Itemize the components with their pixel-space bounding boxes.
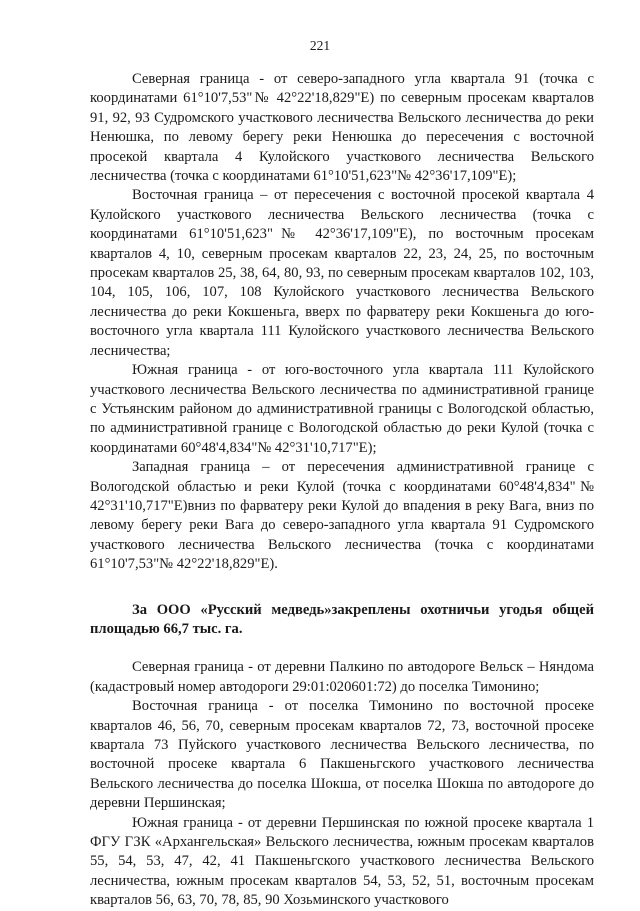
north-border-paragraph: Северная граница - от северо-западного угла квартала 91 (точка с координатами 61°10'7,53"№ 42°22'18,829"Е) по северным просекам кварталов 91, 92, 93 Судромского участкового лесничества Вельского лесничества до реки Ненюшка, по левому берегу реки Ненюшка до пересечения с восточной просекой квартала 4 Кулойского участкового лесничества Вельского лесничества (точка с координатами 61°10'51,623"№ 42°36'17,109"Е); [90,71,594,185]
south-border-paragraph: Южная граница - от юго-восточного угла квартала 111 Кулойского участкового лесничества Вельского лесничества по административной границе с Устьянским районом до административной границы с Вологодской областью, по административной границе с Вологодской областью до реки Кулой (точка с координатами 60°48'4,834"№ 42°31'10,717"Е); [90,362,594,456]
east-border-paragraph-2: Восточная граница - от поселка Тимонино по восточной просеке кварталов 46, 56, 70, северным просекам кварталов 72, 73, восточной просеке квартала 73 Пуйского участкового лесничества Вельского лесничества, по восточной просеке квартала 6 Пакшеньгского участкового лесничества Вельского лесничества до поселка Шокша, от поселка Шокша по автодороге до деревни Першинская; [90,698,594,812]
south-border-paragraph-2: Южная граница - от деревни Першинская по южной просеке квартала 1 ФГУ ГЗК «Архангельская» Вельского лесничества, южным просекам кварталов 55, 54, 53, 47, 42, 41 Пакшеньгского участкового лесничества Вельского лесничества, южным просекам кварталов 54, 53, 52, 51, восточным просекам кварталов 56, 63, 70, 78, 85, 90 Хозьминского участкового [90,814,594,909]
north-border-paragraph-2: Северная граница - от деревни Палкино по автодороге Вельск – Няндома (кадастровый номер автодороги 29:01:020601:72) до поселка Тимонино; [90,659,594,695]
spacer [90,639,594,658]
section-heading: За ООО «Русский медведь»закреплены охотничьи угодья общей площадью 66,7 тыс. га. [90,601,594,637]
west-border-paragraph: Западная граница – от пересечения административной границе с Вологодской областью и реки Кулой (точка с координатами 60°48'4,834"№ 42°31'10,717"Е)вниз по фарватеру реки Кулой до впадения в реку Вага, вниз по левому берегу реки Вага до северо-западного угла квартала 91 Судромского участкового лесничества Вельского лесничества (точка с координатами 61°10'7,53"№ 42°22'18,829"Е). [90,459,594,573]
spacer [90,575,594,601]
east-border-paragraph: Восточная граница – от пересечения с восточной просекой квартала 4 Кулойского участкового лесничества Вельского лесничества (точка с координатами 61°10'51,623"№ 42°36'17,109"Е), по восточным просекам кварталов 4, 10, северным просекам кварталов 22, 23, 24, 25, по восточным просекам кварталов 25, 38, 64, 80, 93, по северным просекам кварталов 102, 103, 104, 105, 106, 107, 108 Кулойского участкового лесничества Вельского лесничества до реки Кокшеньга, вверх по фарватеру реки Кокшеньга до юго-восточного угла квартала 111 Кулойского участкового лесничества Вельского лесничества; [90,187,594,359]
page-number: 221 [309,38,331,53]
document-body [90,70,594,911]
